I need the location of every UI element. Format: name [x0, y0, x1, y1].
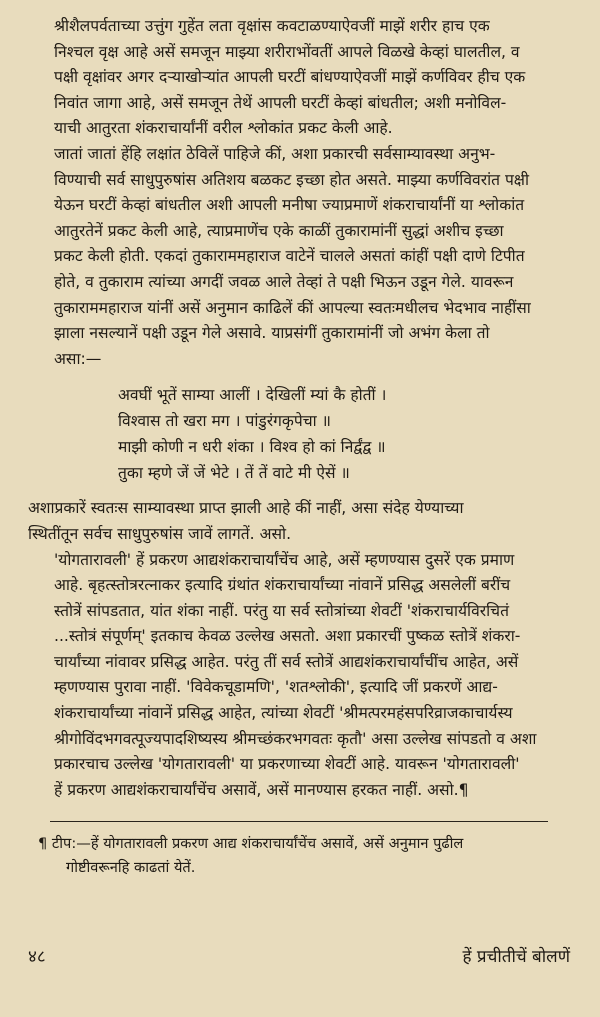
text-line: आतुरतेनें प्रकट केली आहे, त्याप्रमाणेंच एके काळीं तुकारामांनीं सुद्धां अशीच इच्छा [54, 221, 504, 240]
paragraph-p1 [28, 14, 570, 142]
text-line: येऊन घरटीं केव्हां बांधतील अशी आपली मनीषा ज्याप्रमाणें शंकराचार्यांनीं या श्लोकांत [54, 196, 525, 215]
paragraph-p4 [28, 548, 570, 804]
text-line: विण्याची सर्व साधुपुरुषांस अतिशय बळकट इच्छा होत असते. माझ्या कर्णविवरांत पक्षी [54, 170, 530, 189]
text-line: याची आतुरता शंकराचार्यांनीं वरील श्लोकांत प्रकट केली आहे. [54, 119, 393, 138]
running-title: हें प्रचीतीचें बोलणें [462, 947, 570, 967]
text-line: श्रीशैलपर्वताच्या उत्तुंग गुहेंत लता वृक्षांस कवटाळण्याऐवजीं माझें शरीर हाच एक [54, 17, 490, 35]
text-line: जातां जातां हेंहि लक्षांत ठेविलें पाहिजे कीं, अशा प्रकारची सर्वसाम्यावस्था अनुभ- [54, 144, 496, 163]
verse-line: विश्वास तो खरा मग । पांडुरंगकृपेचा ॥ [118, 412, 331, 431]
footnote [38, 832, 570, 880]
footnote-line: ¶ टीप:—हें योगतारावली प्रकरण आद्य शंकराचार्यांचेंच असावें, असें अनुमान पुढील [38, 835, 464, 853]
text-line: प्रकारचाच उल्लेख 'योगतारावली' या प्रकरणाच्या शेवटीं आहे. यावरून 'योगतारावली' [54, 755, 520, 774]
abhang-verse [118, 382, 570, 486]
text-line: तुकाराममहाराज यांनीं असें अनुमान काढिलें कीं आपल्या स्वतःमधीलच भेदभाव नाहींसा [54, 298, 531, 317]
text-line: 'योगतारावली' हें प्रकरण आद्यशंकराचार्यांचेंच आहे, असें म्हणण्यास दुसरें एक प्रमाण [54, 550, 515, 569]
footnote-line: गोष्टीवरूनहि काढतां येतें. [66, 859, 196, 877]
text-line: श्रीगोविंदभगवत्पूज्यपादशिष्यस्य श्रीमच्छंकरभगवतः कृतौ' असा उल्लेख सांपडतो व अशा [54, 729, 537, 748]
text-line: हें प्रकरण आद्यशंकराचार्यांचेंच असावें, असें मानण्यास हरकत नाहीं. असो.¶ [54, 780, 469, 799]
page-number: ४८ [28, 947, 46, 967]
verse-line: तुका म्हणे जें जें भेटे । तें तें वाटे मी ऐसें ॥ [118, 464, 350, 483]
text-line: निवांत जागा आहे, असें समजून तेथें आपली घरटीं केव्हां बांधतील; अशी मनोविल- [54, 93, 507, 112]
text-line: स्थितींतून सर्वच साधुपुरुषांस जावें लागतें. असो. [28, 524, 292, 543]
text-line: होते, व तुकाराम त्यांच्या अगदीं जवळ आले तेव्हां ते पक्षी भिऊन उडून गेले. यावरून [54, 272, 514, 291]
text-line: असा:— [54, 349, 102, 368]
text-line: झाला नसल्यानें पक्षी उडून गेले असावे. याप्रसंगीं तुकारामांनीं जो अभंग केला तो [54, 324, 490, 343]
page-footer [28, 944, 570, 967]
text-line: स्तोत्रें सांपडतात, यांत शंका नाहीं. परंतु या सर्व स्तोत्रांच्या शेवटीं 'शंकराचार्यविरचितं [54, 601, 509, 620]
paragraph-p3 [28, 496, 570, 547]
paragraph-p2 [28, 142, 570, 372]
text-line: अशाप्रकारें स्वतःस साम्यावस्था प्राप्त झाली आहे कीं नाहीं, असा संदेह येण्याच्या [28, 499, 464, 518]
footnote-divider [50, 821, 548, 822]
text-line: ...स्तोत्रं संपूर्णम्' इतकाच केवळ उल्लेख असतो. अशा प्रकारचीं पुष्कळ स्तोत्रें शंकरा- [54, 627, 521, 646]
body-text-continued [28, 496, 570, 803]
text-line: निश्चल वृक्ष आहे असें समजून माझ्या शरीराभोंवतीं आपले विळखे केव्हां घालतील, व [54, 42, 520, 61]
body-text [28, 14, 570, 372]
text-line: आहे. बृहत्स्तोत्ररत्नाकर इत्यादि ग्रंथांत शंकराचार्यांच्या नांवानें प्रसिद्ध असलेलीं बरींच [54, 576, 511, 595]
text-line: म्हणण्यास पुरावा नाहीं. 'विवेकचूडामणि', 'शतश्लोकी', इत्यादि जीं प्रकरणें आद्य- [54, 678, 498, 697]
verse-line: माझी कोणी न धरी शंका । विश्व हो कां निर्द्वंद्व ॥ [118, 438, 386, 457]
text-line: प्रकट केली होती. एकदां तुकाराममहाराज वाटेनें चालले असतां कांहीं पक्षी दाणे टिपीत [54, 247, 525, 266]
text-line: पक्षी वृक्षांवर अगर दऱ्याखोऱ्यांत आपली घरटीं बांधण्याऐवजीं माझें कर्णविवर हीच एक [54, 68, 526, 87]
text-line: चार्यांच्या नांवावर प्रसिद्ध आहेत. परंतु तीं सर्व स्तोत्रें आद्यशंकराचार्यांचींच आहेत, असें [54, 652, 519, 671]
verse-line: अवघीं भूतें साम्या आलीं । देखिलीं म्यां कै होतीं । [118, 386, 387, 405]
text-line: शंकराचार्यांच्या नांवानें प्रसिद्ध आहेत, त्यांच्या शेवटीं 'श्रीमत्परमहंसपरिव्राजकाचार्यस्य [54, 704, 513, 723]
